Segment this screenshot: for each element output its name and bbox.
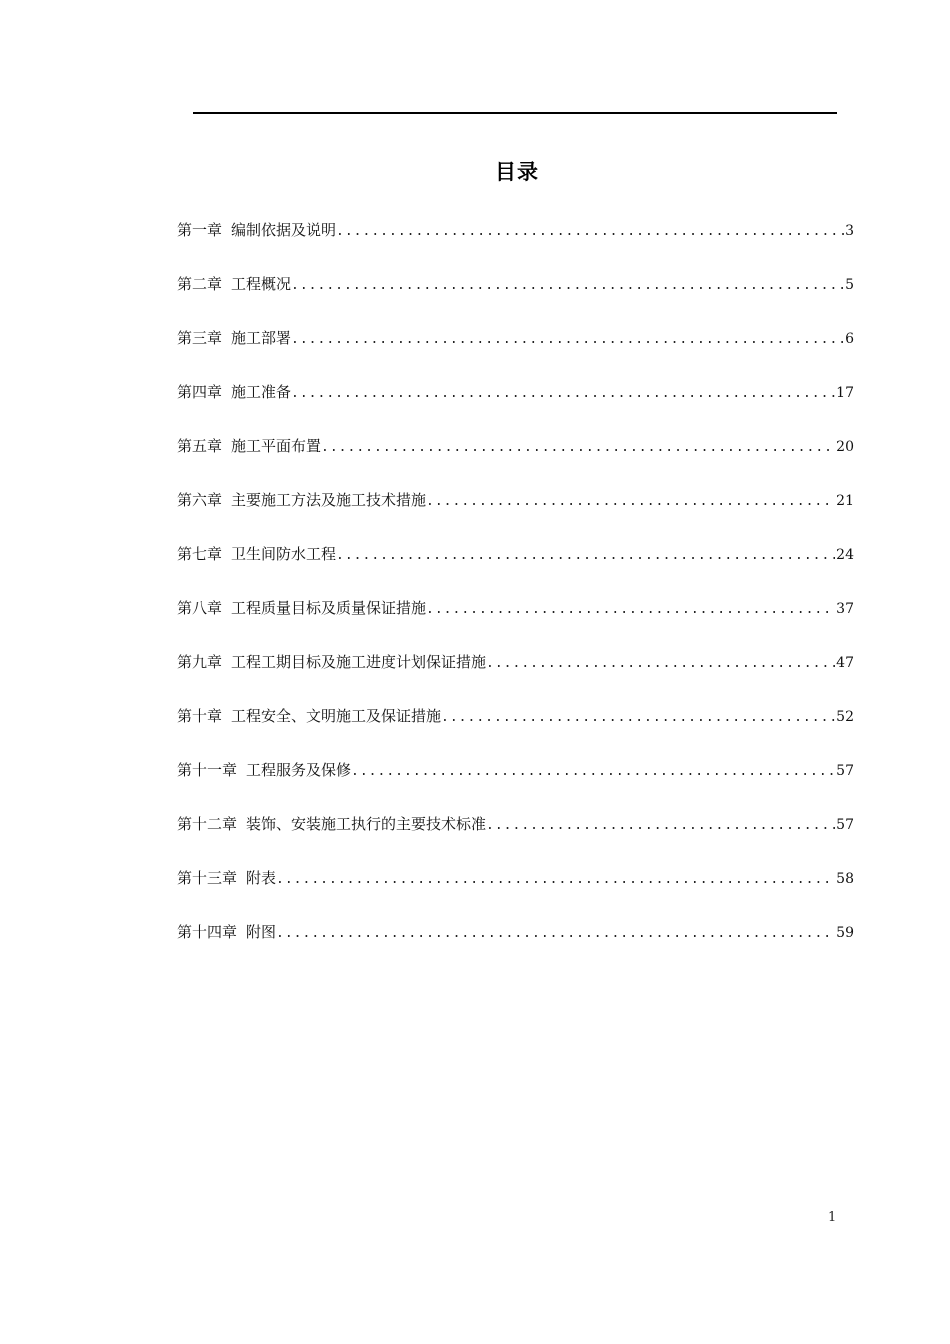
toc-dot-leader: [486, 815, 835, 837]
toc-dot-leader: [276, 923, 835, 945]
toc-dot-leader: [426, 491, 835, 513]
toc-entry[interactable]: [177, 597, 854, 651]
toc-page-number: 24: [836, 547, 854, 563]
toc-chapter-label: 第七章: [177, 545, 223, 563]
toc-chapter-label: 第十一章: [177, 761, 238, 779]
header-rule: [193, 112, 837, 114]
toc-page-number: 47: [836, 655, 854, 671]
toc-dot-leader: [291, 275, 844, 297]
toc-entry[interactable]: [177, 435, 854, 489]
toc-dot-leader: [321, 437, 835, 459]
toc-entry[interactable]: [177, 543, 854, 597]
toc-page-number: 20: [836, 439, 854, 455]
toc-chapter-title: 施工准备: [231, 383, 292, 401]
toc-chapter-title: 工程概况: [231, 275, 292, 293]
toc-entry[interactable]: [177, 273, 854, 327]
toc-chapter-title: 工程安全、文明施工及保证措施: [231, 707, 442, 725]
toc-chapter-title: 施工部署: [231, 329, 292, 347]
toc-entry[interactable]: [177, 759, 854, 813]
toc-chapter-label: 第九章: [177, 653, 223, 671]
toc-chapter-title: 工程质量目标及质量保证措施: [231, 599, 427, 617]
toc-dot-leader: [291, 329, 844, 351]
toc-chapter-label: 第十二章: [177, 815, 238, 833]
toc-page-number: 37: [836, 601, 854, 617]
toc-chapter-label: 第一章: [177, 221, 223, 239]
toc-dot-leader: [291, 383, 835, 405]
toc-page-number: 52: [836, 709, 854, 725]
footer-page-number: 1: [828, 1210, 837, 1225]
toc-entry[interactable]: [177, 813, 854, 867]
toc-chapter-label: 第十四章: [177, 923, 238, 941]
toc-page-number: 17: [836, 385, 854, 401]
toc-chapter-label: 第五章: [177, 437, 223, 455]
toc-page-number: 57: [836, 763, 854, 779]
toc-chapter-title: 工程服务及保修: [246, 761, 352, 779]
toc-entry[interactable]: [177, 867, 854, 921]
toc-chapter-label: 第四章: [177, 383, 223, 401]
toc-chapter-title: 装饰、安装施工执行的主要技术标准: [246, 815, 487, 833]
toc-entry[interactable]: [177, 219, 854, 273]
toc-dot-leader: [351, 761, 835, 783]
table-of-contents: [177, 219, 854, 975]
toc-dot-leader: [426, 599, 835, 621]
toc-chapter-label: 第十三章: [177, 869, 238, 887]
toc-chapter-label: 第二章: [177, 275, 223, 293]
toc-chapter-label: 第三章: [177, 329, 223, 347]
toc-chapter-title: 主要施工方法及施工技术措施: [231, 491, 427, 509]
toc-page-number: 5: [845, 277, 854, 293]
toc-entry[interactable]: [177, 705, 854, 759]
toc-dot-leader: [336, 221, 844, 243]
toc-chapter-title: 附图: [246, 923, 277, 941]
toc-chapter-title: 工程工期目标及施工进度计划保证措施: [231, 653, 487, 671]
toc-entry[interactable]: [177, 489, 854, 543]
toc-chapter-title: 卫生间防水工程: [231, 545, 337, 563]
toc-chapter-label: 第十章: [177, 707, 223, 725]
toc-dot-leader: [276, 869, 835, 891]
toc-dot-leader: [336, 545, 835, 567]
toc-chapter-label: 第八章: [177, 599, 223, 617]
toc-title: 目录: [495, 160, 539, 184]
toc-chapter-title: 编制依据及说明: [231, 221, 337, 239]
toc-entry[interactable]: [177, 327, 854, 381]
toc-page-number: 57: [836, 817, 854, 833]
toc-chapter-label: 第六章: [177, 491, 223, 509]
toc-entry[interactable]: [177, 921, 854, 975]
toc-dot-leader: [486, 653, 835, 675]
toc-page-number: 59: [836, 925, 854, 941]
toc-page-number: 21: [836, 493, 854, 509]
toc-page-number: 58: [836, 871, 854, 887]
toc-page-number: 3: [845, 223, 854, 239]
toc-entry[interactable]: [177, 381, 854, 435]
toc-page-number: 6: [845, 331, 854, 347]
toc-chapter-title: 施工平面布置: [231, 437, 322, 455]
toc-entry[interactable]: [177, 651, 854, 705]
toc-dot-leader: [441, 707, 835, 729]
toc-chapter-title: 附表: [246, 869, 277, 887]
